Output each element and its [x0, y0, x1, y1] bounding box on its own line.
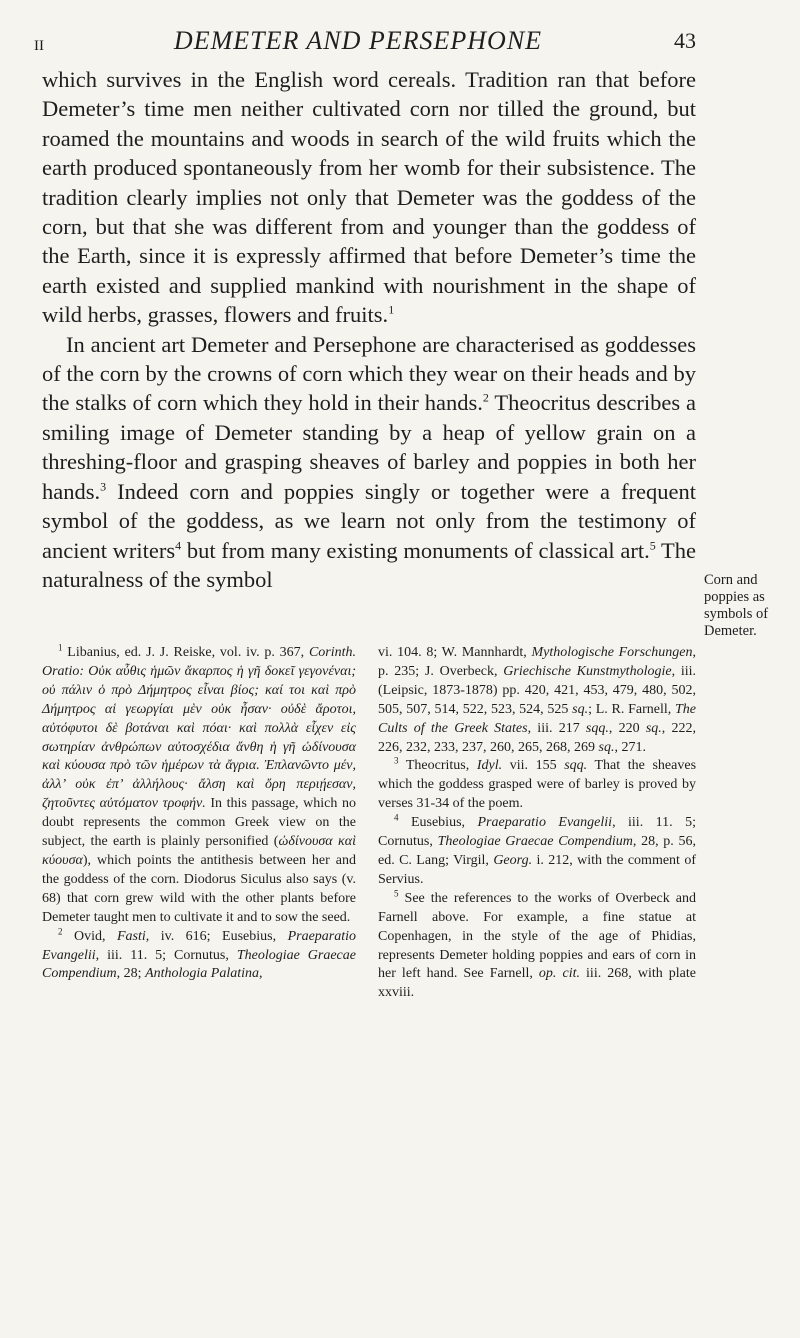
main-text — [42, 65, 696, 594]
footnote-ref-5: 5 — [649, 538, 656, 552]
running-header — [20, 24, 696, 58]
footnote-ref-4: 4 — [175, 538, 182, 552]
footnote-ref-3: 3 — [100, 479, 107, 494]
footnote-1: $^1$ Libanius, ed. J. J. Reiske, vol. iv. p. 367, Corinth. Oratio: Οὐκ αὖθις ἡμῶν ἄκαρπος ἡ γῆ δοκεῖ γεγονέναι; οὐ πάλιν ὁ πρὸ Δήμητρος εἶναι βίος; καί τοι καὶ πρὸ Δήμητρος αἱ γεωργίαι μὲν οὐκ ἦσαν· οὐδὲ ἄροτοι, αὐτόφυτοι δὲ βοτάναι καὶ πόαι· καὶ πολλὰ εἶχεν εἰς σωτηρίαν ἀνθρώπων αὐτοσχέδια ἄνθη ἡ γῆ ὠδίνουσα καὶ κύουσα πρὸ τῶν ἡμέρων τὰ ἄγρια. Ἐπλανῶντο μέν, ἀλλ’ οὐκ ἐπ’ ἀλλήλους· ἄλση καὶ ὄρη περιῄεσαν, ζητοῦντες αὐτόματον τροφήν. In this passage, which no doubt represents the common Greek view on the subject, the earth is plainly personified (ὠδίνουσα καὶ κύουσα), which points the antithesis between her and the goddess of the corn. Diodorus Siculus also says (v. 68) that corn grew wild with the other plants before Demeter taught men to cultivate it and to sow the seed. — [42, 642, 357, 925]
margin-note: Corn and poppies as symbols of Demeter. — [704, 572, 769, 639]
footnote-5: $^5$ See the references to the works of Overbeck and Farnell above. For example, a fine statue at Copenhagen, in the style of the age of Phidias, represents Demeter holding poppies and ears of corn in her left hand. See Farnell, op. cit. iii. 268, with plate xxviii. — [378, 888, 697, 1001]
footnote-2-continued: vi. 104. 8; W. Mannhardt, Mythologische Forschungen, p. 235; J. Overbeck, Griechische Kunstmythologie, iii. (Leipsic, 1873-1878) pp. 420, 421, 453, 479, 480, 502, 505, 507, 514, 522, 523, 524, 525 sq.; L. R. Farnell, The Cults of the Greek States, iii. 217 sqq., 220 sq., 222, 226, 232, 233, 237, 260, 265, 268, 269 sq., 271. — [378, 645, 697, 755]
footnotes-left-column — [42, 644, 356, 984]
running-title: DEMETER AND PERSEPHONE — [173, 26, 543, 55]
page-number: 43 — [674, 28, 696, 53]
paragraph-1: which survives in the English word cereals. Tradition ran that before Demeter’s time men neither cultivated corn nor tilled the ground, but roamed the mountains and woods in search of the wild fruits which the earth produced spontaneously from her womb for their subsistence. The tradition clearly implies not only that Demeter was the goddess of the corn, but that she was different from and younger than the goddess of the Earth, since it is expressly affirmed that before Demeter’s time the earth existed and supplied mankind with nourishment in the shape of wild herbs, grasses, flowers and fruits.$^1$ — [42, 67, 696, 328]
footnote-4: $^4$ Eusebius, Praeparatio Evangelii, iii. 11. 5; Cornutus, Theologiae Graecae Compendium, 28, p. 56, ed. C. Lang; Virgil, Georg. i. 212, with the comment of Servius. — [378, 812, 697, 887]
paragraph-2: In ancient art Demeter and Persephone are characterised as goddesses of the corn by the crowns of corn which they wear on their heads and by the stalks of corn which they hold in their hands.$^2$ Theocritus describes a smiling image of Demeter standing by a heap of yellow grain on a threshing-floor and grasping sheaves of barley and poppies in both her hands.$^3$ Indeed corn and poppies singly or together were a frequent symbol of the goddess, as we learn not only from the testimony of ancient writers$^4$ but from many existing monuments of classical art.$^5$ The naturalness of the symbol — [42, 331, 697, 592]
footnote-3: $^3$ Theocritus, Idyl. vii. 155 sqq. That the sheaves which the goddess grasped were of barley is proved by verses 31-34 of the poem. — [378, 755, 697, 812]
footnote-ref-2: 2 — [482, 390, 489, 405]
chapter-number: II — [34, 38, 44, 54]
footnote-ref-1: 1 — [388, 302, 395, 317]
footnote-2: $^2$ Ovid, Fasti, iv. 616; Eusebius, Praeparatio Evangelii, iii. 11. 5; Cornutus, Theologiae Graecae Compendium, 28; Anthologia Palatina, — [42, 925, 357, 982]
footnotes-right-column — [378, 644, 696, 1003]
